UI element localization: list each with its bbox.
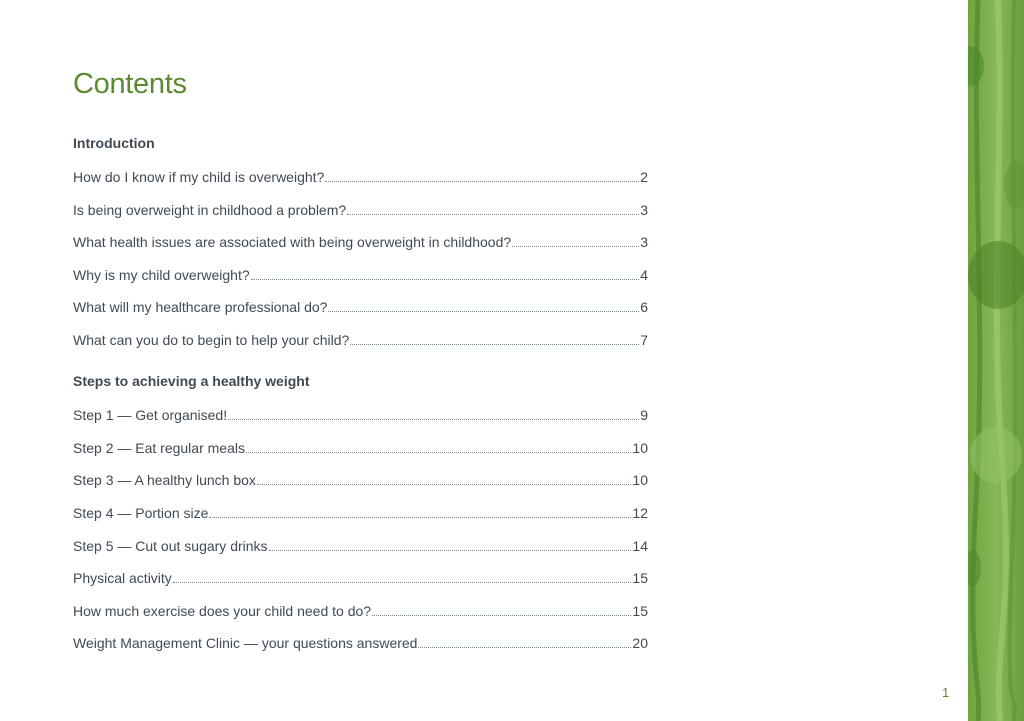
- toc-entry-page: 6: [640, 299, 648, 315]
- toc-entry[interactable]: [73, 296, 648, 316]
- toc-entry[interactable]: [73, 469, 648, 489]
- section-heading-steps: Steps to achieving a healthy weight: [73, 373, 310, 389]
- dot-leader: [350, 343, 639, 345]
- toc-entry-page: 9: [640, 407, 648, 423]
- toc-entry-title: Weight Management Clinic — your questions answered: [73, 635, 418, 651]
- toc-entry-page: 3: [640, 202, 648, 218]
- dot-leader: [209, 516, 631, 518]
- toc-entry-title: Step 4 — Portion size: [73, 505, 209, 521]
- dot-leader: [328, 310, 639, 312]
- dot-leader: [257, 483, 632, 485]
- toc-entry-page: 7: [640, 332, 648, 348]
- toc-entry-title: Physical activity: [73, 570, 172, 586]
- dot-leader: [372, 614, 631, 616]
- toc-entry[interactable]: [73, 231, 648, 251]
- toc-entry-title: What will my healthcare professional do?: [73, 299, 328, 315]
- toc-entry-title: Is being overweight in childhood a problem?: [73, 202, 347, 218]
- toc-entry[interactable]: [73, 329, 648, 349]
- dot-leader: [418, 646, 631, 648]
- dot-leader: [251, 278, 640, 280]
- toc-entry-title: How much exercise does your child need to do?: [73, 603, 372, 619]
- toc-entry-page: 10: [632, 440, 648, 456]
- toc-entry-page: 3: [640, 234, 648, 250]
- toc-entry-page: 20: [632, 635, 648, 651]
- toc-entry[interactable]: [73, 567, 648, 587]
- section-heading-introduction: Introduction: [73, 135, 155, 151]
- toc-entry[interactable]: [73, 437, 648, 457]
- toc-entry[interactable]: [73, 404, 648, 424]
- toc-entry-page: 12: [632, 505, 648, 521]
- decorative-leaf-band: [968, 0, 1024, 721]
- toc-entry[interactable]: [73, 502, 648, 522]
- toc-entry-title: Step 2 — Eat regular meals: [73, 440, 245, 456]
- toc-entry-title: How do I know if my child is overweight?: [73, 169, 325, 185]
- dot-leader: [512, 245, 639, 247]
- toc-entry[interactable]: [73, 632, 648, 652]
- toc-entry[interactable]: [73, 199, 648, 219]
- toc-entry-page: 2: [640, 169, 648, 185]
- toc-entry-title: Why is my child overweight?: [73, 267, 250, 283]
- dot-leader: [325, 180, 639, 182]
- toc-entry[interactable]: [73, 535, 648, 555]
- toc-entry-page: 15: [632, 570, 648, 586]
- dot-leader: [347, 213, 639, 215]
- toc-entry[interactable]: [73, 600, 648, 620]
- toc-entry-title: Step 3 — A healthy lunch box: [73, 472, 256, 488]
- toc-entry-page: 15: [632, 603, 648, 619]
- toc-entry-title: What can you do to begin to help your child?: [73, 332, 350, 348]
- dot-leader: [269, 549, 632, 551]
- dot-leader: [173, 581, 632, 583]
- toc-entry[interactable]: [73, 166, 648, 186]
- toc-entry-title: What health issues are associated with being overweight in childhood?: [73, 234, 512, 250]
- toc-entry-title: Step 1 — Get organised!: [73, 407, 228, 423]
- toc-entry-page: 14: [632, 538, 648, 554]
- dot-leader: [228, 418, 639, 420]
- toc-entry-title: Step 5 — Cut out sugary drinks: [73, 538, 268, 554]
- page-title: Contents: [73, 68, 187, 100]
- page-number: 1: [942, 685, 950, 700]
- toc-entry-page: 10: [632, 472, 648, 488]
- toc-entry[interactable]: [73, 264, 648, 284]
- toc-entry-page: 4: [640, 267, 648, 283]
- dot-leader: [246, 451, 631, 453]
